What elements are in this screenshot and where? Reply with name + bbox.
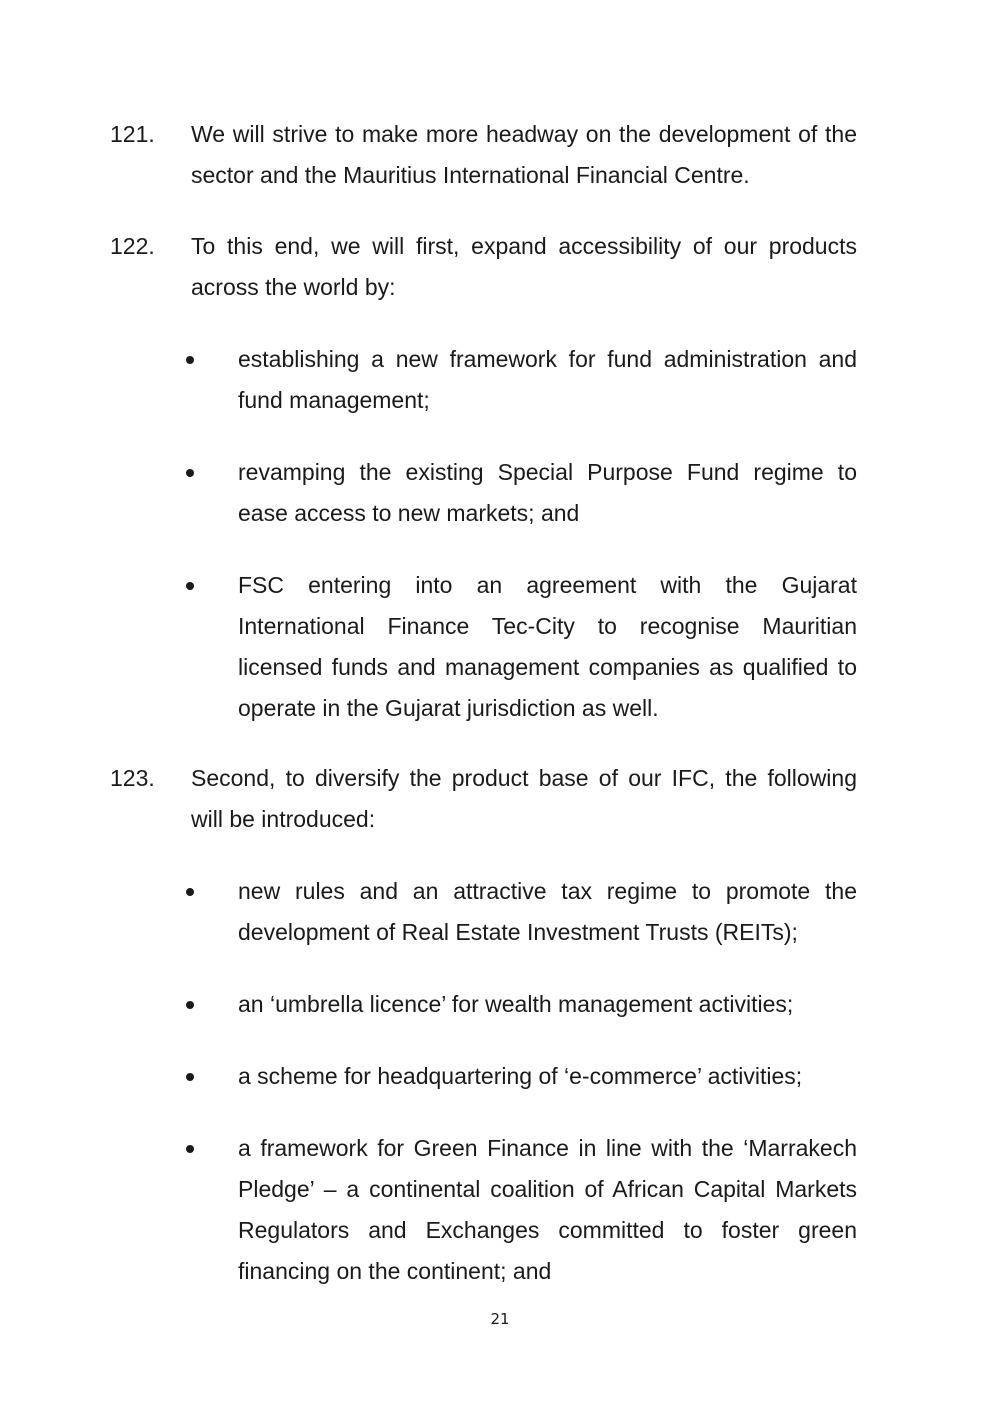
list-item-text: a scheme for headquartering of ‘e-commerce’ activities; <box>238 1063 803 1089</box>
list-item-text: a framework for Green Finance in line with the ‘Marrakech Pledge’ – a continental coalition of African Capital Markets Regulators and Exchanges committed to foster green financing on the continent; and <box>238 1135 857 1284</box>
list-item-text: new rules and an attractive tax regime to promote the development of Real Estate Investment Trusts (REITs); <box>238 878 857 945</box>
list-item-text: FSC entering into an agreement with the Gujarat International Finance Tec-City to recognise Mauritian licensed funds and management companies as qualified to operate in the Gujarat jurisdiction as well. <box>238 572 857 721</box>
page-number: 21 <box>490 1310 510 1328</box>
bullet-icon <box>186 469 194 477</box>
list-item-text: revamping the existing Special Purpose Fund regime to ease access to new markets; and <box>238 459 857 526</box>
bullet-icon <box>186 888 194 896</box>
paragraph-number: 123. <box>110 765 155 791</box>
bullet-icon <box>186 582 194 590</box>
list-item-text: establishing a new framework for fund administration and fund management; <box>238 346 857 413</box>
paragraph-text: Second, to diversify the product base of our IFC, the following will be introduced: <box>191 765 857 832</box>
bullet-icon <box>186 356 194 364</box>
list-item-text: an ‘umbrella licence’ for wealth management activities; <box>238 991 794 1017</box>
bullet-icon <box>186 1145 194 1153</box>
bullet-icon <box>186 1073 194 1081</box>
paragraph-number: 122. <box>110 233 155 259</box>
bullet-icon <box>186 1001 194 1009</box>
paragraph-text: We will strive to make more headway on the development of the sector and the Mauritius International Financial Centre. <box>191 121 857 188</box>
paragraph-text: To this end, we will first, expand accessibility of our products across the world by: <box>191 233 857 300</box>
paragraph-number: 121. <box>110 121 155 147</box>
